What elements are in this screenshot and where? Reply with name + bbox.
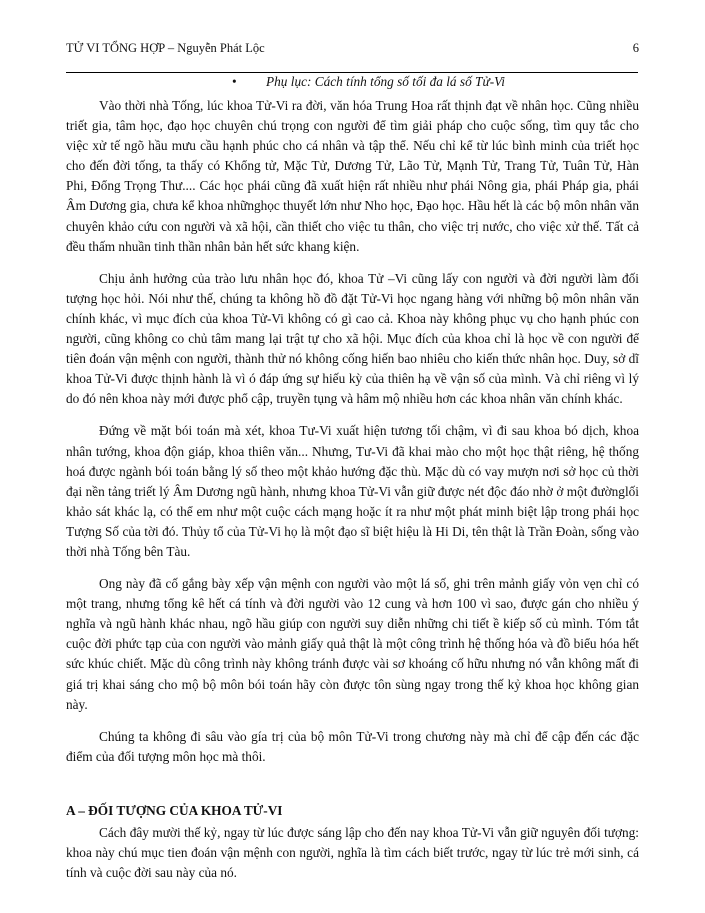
- paragraph-4: Ong này đã cố gắng bày xếp vận mệnh con người vào một lá số, ghi trên mảnh giấy vỏn vẹn chỉ có một trang, nhưng tổng kê hết cá tính và đời người vào 12 cung và hơn 100 vì sao, được gán cho nhiều ý nghĩa và ngũ hành khác nhau, ngõ hầu giúp con người suy diễn những chi tiết ề kiếp số củ mình. Tóm tắt cuộc đời phức tạp của con người vào mảnh giấy quả thật là một công trình hệ thống hóa và đồ biểu hóa hết sức khúc chiết. Mặc dù công trình này không tránh được vài sơ khoáng cố hữu nhưng nó vẫn không mất đi giá trị khai sáng cho mộ bộ môn bói toán hãy còn được tôn sùng ngay trong thế kỷ khoa học không gian này.: [66, 576, 639, 712]
- body-content: [66, 96, 639, 883]
- header-title: TỬ VI TỔNG HỢP – Nguyễn Phát Lộc: [66, 41, 265, 55]
- section-paragraph: Cách đây mười thế kỷ, ngay từ lúc được sáng lập cho đến nay khoa Tử-Vi vẫn giữ nguyên đối tượng: khoa này chú mục tien đoán vận mệnh con người, nghĩa là tìm cách biết trước, ngay từ lúc trẻ mới sinh, cá tính và cuộc đời sau này của nó.: [66, 825, 639, 881]
- page-number: 6: [632, 41, 639, 55]
- paragraph-3: Đứng về mặt bói toán mà xét, khoa Tư-Vi xuất hiện tương tối chậm, vì đi sau khoa bó dịch, khoa nhân tướng, khoa độn giáp, khoa thiên văn... Nhưng, Tư-Vi đã khai mào cho một học thật riêng, hệ thống hoá được ngành bói toán bằng lý số theo một khảo hướng đặc thù. Mặc dù có vay mượn nơi sở học củ thời đại nền tảng triết lý Âm Dương ngũ hành, nhưng khoa Tử-Vi vẫn giữ được nét độc đáo nhờ ở một đườnglối khảo sát khác lạ, có thể em như một cuộc cách mạng hoặc ít ra như một phát minh biệt lập trong phái học Tượng Số của tời đó. Thủy tổ của Tử-Vi họ là một đạo sĩ biệt hiệu là Hi Di, tên thật là Trần Đoàn, sống vào thời nhà Tống bên Tàu.: [66, 423, 639, 559]
- paragraph-5: Chúng ta không đi sâu vào gía trị của bộ môn Tử-Vi trong chương này mà chỉ để cập đến các đặc điểm của đối tượng môn học mà thôi.: [66, 728, 639, 764]
- paragraph-1: Vào thời nhà Tống, lúc khoa Tử-Vi ra đời, văn hóa Trung Hoa rất thịnh đạt về nhân học. Cũng nhiều triết gia, tâm học, đạo học chuyên chú trọng con người để tìm giải pháp cho cuộc sống, tìm quy tắc cho việc xử tế ngõ hầu mưu cầu hạnh phúc cho cá nhân và tập thể. Nếu chỉ kể từ lúc bình minh của triết học cho đến đời tống, ta thấy có Khổng tử, Mặc Tử, Dương Tử, Lão Tử, Mạnh Tử, Trang Tử, Tuân Tử, Hàn Phi, Đổng Trọng Thư.... Các học phái cũng đã xuất hiện rất nhiều như phái Nông gia, phái Pháp gia, phái Âm Dương gia, chưa kể khoa nhữnghọc thuyết lớn như Nho học, Đạo học. Hầu hết là các bộ môn nhân văn chuyên khảo cứu con người và xã hội, cần thiết cho việc tu thân, cho việc trị nước, cho việc xử thế. Tất cả đều thấm nhuần tinh thần nhân bản hết sức khang kiện.: [66, 98, 639, 254]
- subtitle-text: Phụ lục: Cách tính tổng số tối đa lá số Tử-Vi: [266, 74, 505, 89]
- section-heading: A – ĐỐI TƯỢNG CỦA KHOA TỬ-VI: [66, 802, 283, 818]
- subtitle: [232, 74, 505, 90]
- header-rule: [66, 72, 638, 73]
- bullet-icon: •: [232, 74, 237, 89]
- paragraph-2: Chịu ảnh hưởng của trào lưu nhân học đó, khoa Tử –Vi cũng lấy con người và đời người làm đối tượng học hỏi. Nói như thế, chúng ta không hồ đồ đặt Tử-Vi học ngang hàng với những bộ môn nhân văn chính khác, vì mục đích của khoa Tử-Vi không có gì cao cả. Khoa này không phục vụ cho hạnh phúc con người, cũng không co chủ tâm mang lại trật tự cho xã hội. Mục đích của khoa chỉ là học về con người để tiên đoán vận mệnh con người, thành thử nó không cống hiến bao nhiêu cho kiến thức nhân học. Duy, sở dĩ khoa Tử-Vi được thịnh hành là vì ó đáp ứng sự hiếu kỳ của thiên hạ về vận số của mình. Và chỉ riêng vì lý do đó nên khoa này mới được phổ cập, truyền tụng và hâm mộ nhiều hơn các khoa nhân văn chính khác.: [66, 270, 639, 407]
